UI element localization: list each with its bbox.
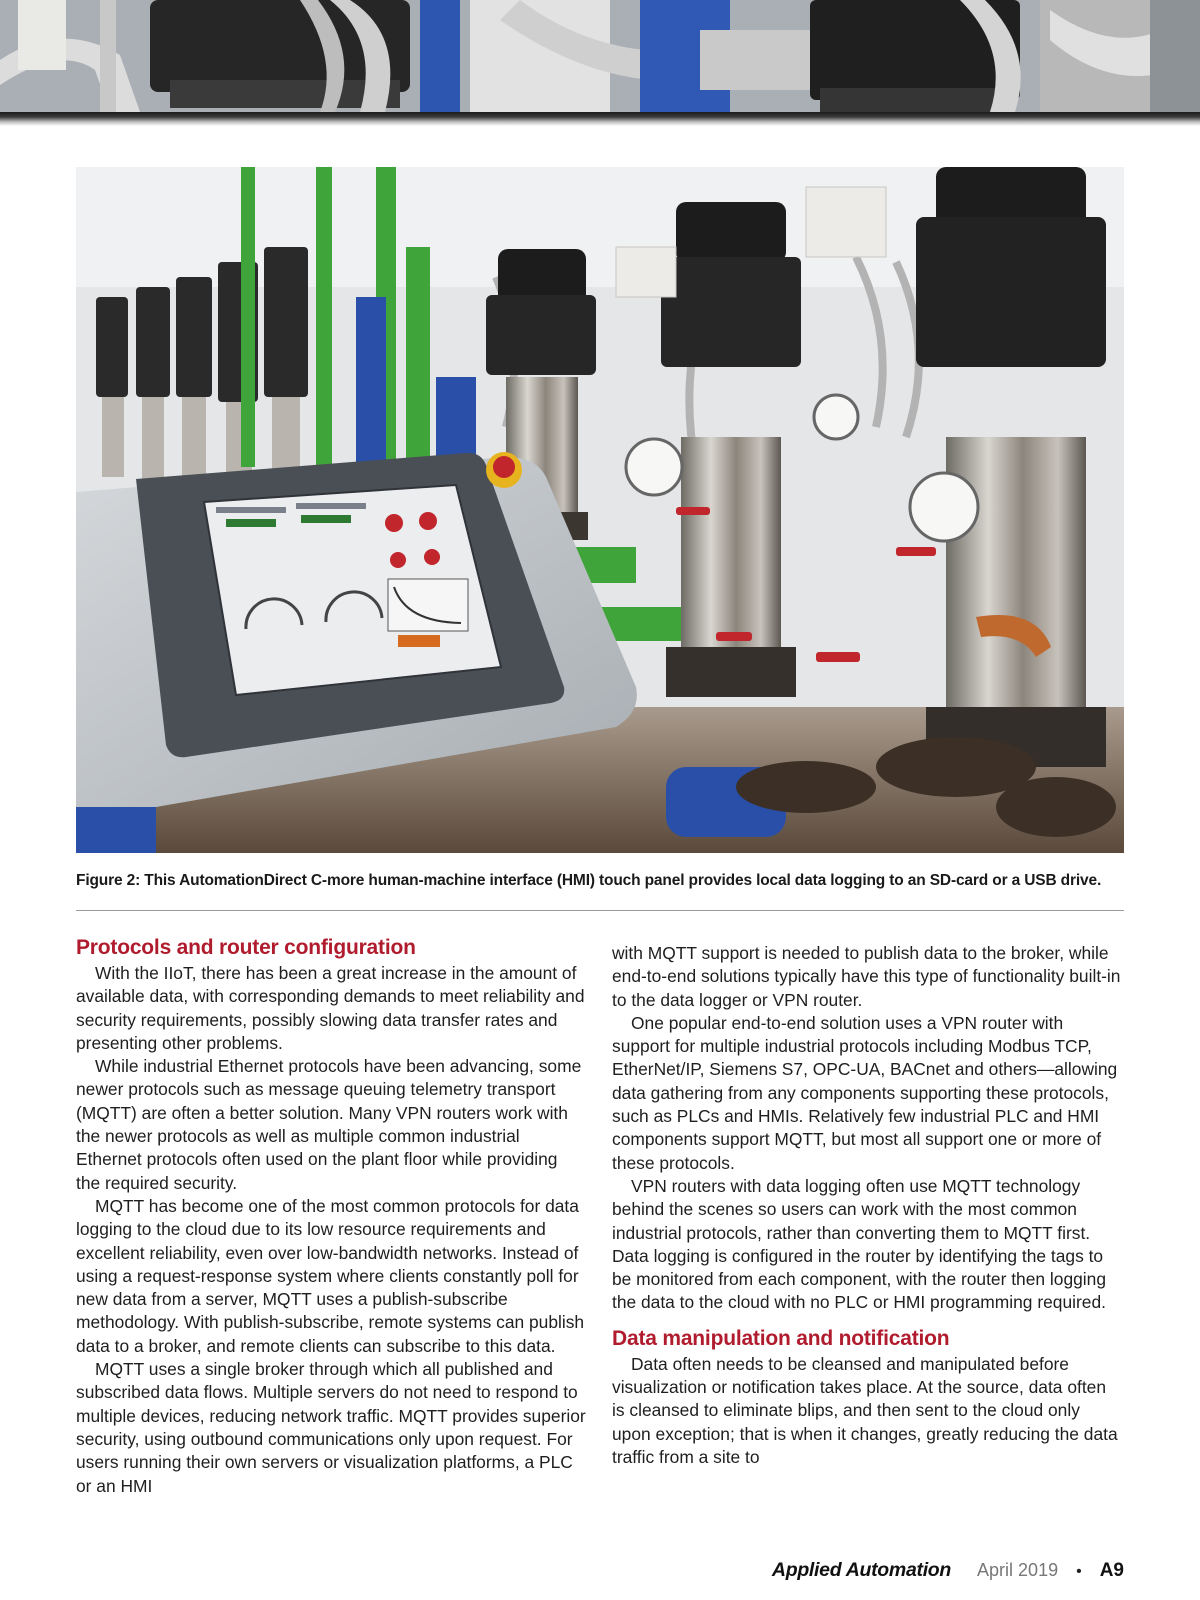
body-paragraph: Data often needs to be cleansed and manipulated before visualization or notification takes place. At the source, data often is cleansed to eliminate blips, and then sent to the cloud only upon exception; that is when it changes, greatly reducing the data traffic from a site to <box>612 1353 1118 1467</box>
body-paragraph: With the IIoT, there has been a great increase in the amount of available data, with corresponding demands to meet reliability and security requirements, possibly slowing data transfer rates and presenting other problems. <box>76 963 585 1053</box>
figure-2-photo <box>76 167 1124 853</box>
issue-date: April 2019 <box>977 1560 1059 1580</box>
publication-name: Applied Automation <box>771 1559 952 1581</box>
footer-separator: • <box>1076 1563 1082 1580</box>
banner-pumps-illustration <box>0 0 1200 112</box>
section-heading-data-manipulation: Data manipulation and notification <box>612 1326 950 1350</box>
body-paragraph: MQTT uses a single broker through which all published and subscribed data flows. Multiple servers do not need to respond to multiple devices, reducing network traffic. MQTT provides superior security, using outbound communications only upon request. For users running their own servers or visualization platforms, a PLC or an HMI <box>76 1359 586 1496</box>
body-paragraph: VPN routers with data logging often use MQTT technology behind the scenes so users can work with the most common industrial protocols, rather than converting them to MQTT first. Data logging is configured in the router by identifying the tags to be monitored from each component, with the router then logging the data to the cloud with no PLC or HMI programming required. <box>612 1175 1106 1313</box>
right-text-column <box>612 942 1122 1469</box>
body-paragraph: While industrial Ethernet protocols have been advancing, some newer protocols such as message queuing telemetry transport (MQTT) are often a better solution. Many VPN routers work with the newer protocols as well as multiple common industrial Ethernet protocols often used on the plant floor while providing the required security. <box>76 1056 582 1193</box>
banner-shadow-divider <box>0 112 1200 126</box>
left-text-column <box>76 934 586 1498</box>
top-banner-photo <box>0 0 1200 112</box>
pump-room-hmi-illustration <box>76 167 1124 853</box>
body-paragraph: One popular end-to-end solution uses a VPN router with support for multiple industrial protocols including Modbus TCP, EtherNet/IP, Siemens S7, OPC-UA, BACnet and others—allowing data gathering from any components supporting these protocols, such as PLCs and HMIs. Relatively few industrial PLC and HMI components support MQTT, but most all support one or more of these protocols. <box>612 1012 1118 1173</box>
caption-divider <box>76 910 1124 911</box>
figure-caption: Figure 2: This AutomationDirect C-more human-machine interface (HMI) touch panel provides local data logging to an SD-card or a USB drive. <box>76 872 1102 889</box>
page-footer <box>772 1559 1124 1589</box>
section-heading-protocols: Protocols and router configuration <box>76 936 416 959</box>
page-number: A9 <box>1099 1560 1124 1581</box>
body-paragraph: MQTT has become one of the most common protocols for data logging to the cloud due to its low resource requirements and excellent reliability, even over low-bandwidth networks. Instead of using a request-response system where clients constantly poll for new data from a server, MQTT uses a publish-subscribe methodology. With publish-subscribe, remote systems can publish data to a broker, and remote clients can subscribe to this data. <box>76 1195 585 1356</box>
body-paragraph: with MQTT support is needed to publish data to the broker, while end-to-end solutions typically have this type of functionality built-in to the data logger or VPN router. <box>612 943 1121 1010</box>
